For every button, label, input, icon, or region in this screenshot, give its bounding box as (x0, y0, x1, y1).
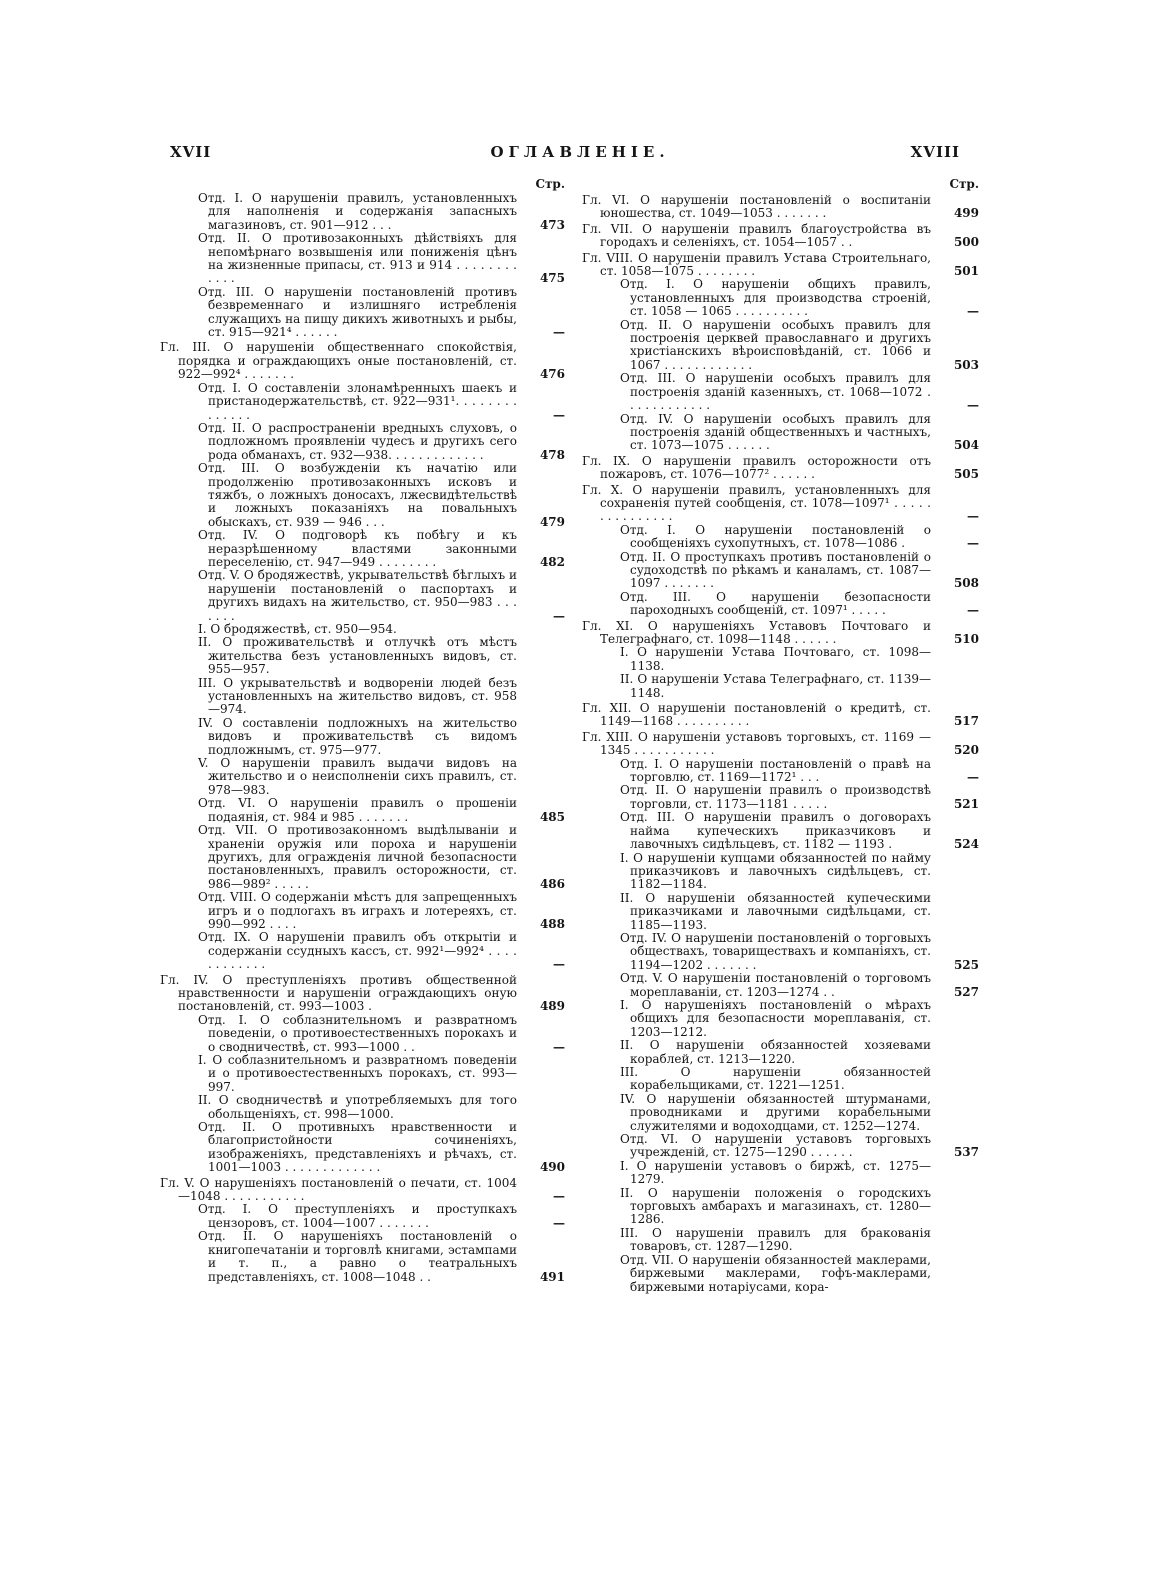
toc-entry (582, 1039, 979, 1066)
toc-entry-text: I. О нарушеніи уставовъ о биржѣ, ст. 1275—1279. (620, 1158, 931, 1187)
toc-entry-page: 473 (539, 217, 565, 232)
toc-entry (582, 673, 979, 700)
toc-entry-page: 491 (539, 1269, 565, 1284)
toc-entry-page: 505 (953, 467, 979, 482)
toc-entry-text: Гл. XIII. О нарушеніи уставовъ торговыхъ, ст. 1169 — 1345 . . . . . . . . . . . (582, 729, 931, 758)
toc-entry-text: II. О нарушеніи обязанностей купеческими приказчиками и лавочными сидѣльцами, ст. 1185—1193. (620, 890, 931, 932)
toc-entry (582, 1227, 979, 1254)
page-title: ОГЛАВЛЕНІЕ. (490, 143, 670, 161)
toc-entry (582, 252, 979, 279)
toc-entry-text: II. О нарушеніи обязанностей хозяевами кораблей, ст. 1213—1220. (620, 1038, 931, 1066)
toc-entry-page: — (967, 304, 979, 319)
toc-entry-page: 485 (539, 809, 565, 824)
toc-entry-text: Отд. IV. О нарушеніи особыхъ правилъ для построенія зданій общественныхъ и частныхъ, ст. 1073—1075 . . . . . . (620, 411, 931, 453)
toc-entry-text: Гл. III. О нарушеніи общественнаго спокойствія, порядка и ограждающихъ оные постановленій, ст. 922—992⁴ . . . . . . . (160, 340, 517, 382)
toc-entry-text: IV. О составленіи подложныхъ на жительство видовъ и проживательствѣ съ видомъ подложнымъ, ст. 975—977. (198, 715, 517, 757)
toc-entry (160, 462, 565, 529)
toc-entry-text: II. О нарушеніи положенія о городскихъ торговыхъ амбарахъ и магазинахъ, ст. 1280—1286. (620, 1185, 931, 1227)
toc-entry (582, 1187, 979, 1227)
toc-entry-page: 486 (539, 876, 565, 891)
toc-entry (582, 319, 979, 373)
toc-entry-page: 490 (539, 1160, 565, 1175)
toc-entry-text: Отд. I. О соблазнительномъ и развратномъ поведеніи, о противоестественныхъ порокахъ и о сводничествѣ, ст. 993—1000 . . (198, 1012, 517, 1054)
toc-entry (160, 1203, 565, 1230)
toc-entry (582, 646, 979, 673)
toc-entry-page: 520 (953, 743, 979, 758)
toc-entry-page: 510 (953, 632, 979, 646)
toc-entry (582, 1160, 979, 1187)
toc-entry-page: 524 (953, 837, 979, 852)
toc-entry-page: 499 (953, 206, 979, 221)
toc-entry (160, 1094, 565, 1121)
toc-entry-text: Отд. VII. О противозаконномъ выдѣлываніи и храненіи оружія или пороха и нарушеніи другихъ, для огражденія личной безопасности постановленныхъ, правилъ осторожности, ст. 986—989² . . . . . (198, 823, 517, 891)
toc-entry-text: Отд. III. О возбужденіи къ начатію или продолженію противозаконныхъ исковъ и тяжбъ, о ложныхъ доносахъ, лжесвидѣтельствѣ и ложныхъ показаніяхъ на повальныхъ обыскахъ, ст. 939 — 946 . . . (198, 461, 517, 529)
toc-entry-text: Отд. II. О нарушеніи особыхъ правилъ для построенія церквей православнаго и другихъ христіанскихъ вѣроисповѣданій, ст. 1066 и 1067 . . . . . . . . . . . . (620, 317, 931, 372)
toc-entry-page: — (553, 407, 565, 422)
toc-entry-page: — (967, 509, 979, 524)
toc-entry (160, 1177, 565, 1204)
toc-entry (582, 852, 979, 892)
toc-entry (582, 194, 979, 221)
toc-entry-text: Отд. II. О проступкахъ противъ постановленій о судоходствѣ по рѣкамъ и каналамъ, ст. 1087—1097 . . . . . . . (620, 549, 931, 591)
left-column (160, 176, 565, 1284)
toc-entry (160, 931, 565, 971)
toc-entry (160, 717, 565, 757)
toc-entry-page: 503 (953, 357, 979, 372)
toc-entry (160, 1230, 565, 1284)
toc-entry-page: — (553, 1215, 565, 1230)
toc-entry-text: Гл. IX. О нарушеніи правилъ осторожности отъ пожаровъ, ст. 1076—1077² . . . . . . (582, 453, 931, 482)
toc-entry (582, 620, 979, 647)
toc-entry-text: Отд. III. О нарушеніи безопасности пароходныхъ сообщеній, ст. 1097¹ . . . . . (620, 589, 931, 618)
toc-entry-text: I. О нарушеніи купцами обязанностей по найму приказчиковъ и лавочныхъ сидѣльцевъ, ст. 1182—1184. (620, 850, 931, 892)
toc-entry-page: 475 (539, 271, 565, 286)
toc-entry (160, 891, 565, 931)
page-column-header: Стр. (949, 177, 979, 191)
toc-entry-text: Отд. I. О нарушеніи постановленій о сообщеніяхъ сухопутныхъ, ст. 1078—1086 . (620, 522, 931, 551)
toc-entry (160, 232, 565, 286)
toc-entry (160, 341, 565, 381)
toc-entry-page: 500 (953, 235, 979, 250)
toc-entry-text: Отд. II. О нарушеніяхъ постановленій о книгопечатаніи и торговлѣ книгами, эстампами и т. п., а равно о театральныхъ представленіяхъ, ст. 1008—1048 . . (198, 1229, 517, 1284)
toc-entry (582, 1133, 979, 1160)
toc-entry-text: Гл. VIII. О нарушеніи правилъ Устава Строительнаго, ст. 1058—1075 . . . . . . . . (582, 250, 931, 279)
toc-entries (160, 192, 565, 1284)
page-number-left: XVII (170, 143, 212, 161)
toc-entry-text: Отд. III. О нарушеніи постановленій противъ безвременнаго и излишняго истребленія служащихъ на пищу дикихъ животныхъ и рыбы, ст. 915—921⁴ . . . . . . (198, 284, 517, 340)
toc-entry (160, 797, 565, 824)
toc-entry (582, 223, 979, 250)
toc-entry-text: II. О нарушеніи Устава Телеграфнаго, ст. 1139—1148. (620, 672, 931, 700)
toc-entry-text: Гл. IV. О преступленіяхъ противъ общественной нравственности и нарушеніи ограждающихъ оную постановленій, ст. 993—1003 . (160, 972, 517, 1014)
toc-entry-page: 476 (539, 367, 565, 382)
toc-entry-page: — (553, 608, 565, 623)
toc-entry (582, 932, 979, 972)
toc-entry-text: Отд. II. О противозаконныхъ дѣйствіяхъ для непомѣрнаго возвышенія или пониженія цѣнъ на жизненные припасы, ст. 913 и 914 . . . . . . . . . . . . (198, 231, 517, 286)
toc-entry-text: Отд. VII. О нарушеніи обязанностей маклерами, биржевыми маклерами, гофъ-маклерами, биржевыми нотаріусами, кора- (620, 1252, 931, 1294)
toc-entry-text: II. О сводничествѣ и употребляемыхъ для того обольщеніяхъ, ст. 998—1000. (198, 1093, 517, 1121)
toc-entry (582, 551, 979, 591)
toc-entry-page: 521 (953, 796, 979, 811)
toc-entry-text: Отд. VI. О нарушеніи правилъ о прошеніи подаянія, ст. 984 и 985 . . . . . . . (198, 796, 517, 824)
toc-entry (160, 677, 565, 717)
toc-entry-text: Отд. II. О противныхъ нравственности и благопристойности сочиненіяхъ, изображеніяхъ, представленіяхъ и рѣчахъ, ст. 1001—1003 . . . . . . . . . . . . . (198, 1120, 517, 1175)
toc-entry-text: Отд. IV. О подговорѣ къ побѣгу и къ неразрѣшенному властями законными переселенію, ст. 947—949 . . . . . . . . (198, 528, 517, 569)
toc-entry (160, 636, 565, 676)
toc-entry (582, 1093, 979, 1133)
toc-entry-text: Отд. VIII. О содержаніи мѣстъ для запрещенныхъ игръ и о подлогахъ въ играхъ и лотереяхъ, ст. 990—992 . . . . (198, 890, 517, 931)
toc-entry-page: 482 (539, 554, 565, 569)
toc-entry (160, 1121, 565, 1175)
toc-entry (160, 1054, 565, 1094)
toc-entry-text: I. О соблазнительномъ и развратномъ поведеніи и о противоестественныхъ порокахъ, ст. 993—997. (198, 1053, 517, 1094)
toc-entry-text: III. О нарушеніи обязанностей корабельщиками, ст. 1221—1251. (620, 1065, 931, 1093)
toc-entry-page: 525 (953, 957, 979, 972)
toc-entry-text: III. О укрывательствѣ и водвореніи людей безъ установленныхъ на жительство видовъ, ст. 958—974. (198, 675, 517, 717)
toc-entry (160, 824, 565, 891)
toc-entry-text: I. О нарушеніи Устава Почтоваго, ст. 1098—1138. (620, 645, 931, 673)
toc-entry (160, 569, 565, 623)
toc-entry (582, 702, 979, 729)
toc-entry-page: — (967, 536, 979, 551)
toc-entry-page: — (967, 398, 979, 413)
toc-entry-page: — (967, 770, 979, 785)
toc-entry (160, 1014, 565, 1054)
toc-entry-text: Отд. IV. О нарушеніи постановленій о торговыхъ обществахъ, товариществахъ и компаніяхъ, ст. 1194—1202 . . . . . . . (620, 930, 931, 972)
toc-entry-text: Отд. V. О нарушеніи постановленій о торговомъ мореплаваніи, ст. 1203—1274 . . (620, 971, 931, 999)
toc-entry (582, 484, 979, 524)
toc-entry-text: Отд. I. О нарушеніи правилъ, установленныхъ для наполненія и содержанія запасныхъ магазиновъ, ст. 901—912 . . . (198, 191, 517, 232)
toc-entry (160, 623, 565, 636)
toc-entry (582, 811, 979, 851)
toc-entry-text: V. О нарушеніи правилъ выдачи видовъ на жительство и о неисполненіи сихъ правилъ, ст. 978—983. (198, 756, 517, 797)
toc-entry-page: — (967, 603, 979, 618)
toc-entry-page: 488 (539, 916, 565, 931)
toc-entry (160, 974, 565, 1014)
toc-entry-page: 478 (539, 447, 565, 462)
toc-entry-page: — (553, 1189, 565, 1204)
toc-entry-page: 489 (539, 999, 565, 1014)
toc-entry (582, 972, 979, 999)
toc-entry-text: Отд. VI. О нарушеніи уставовъ торговыхъ учрежденій, ст. 1275—1290 . . . . . . (620, 1132, 931, 1160)
toc-entry-page: 537 (953, 1145, 979, 1160)
toc-entry (160, 382, 565, 422)
toc-entry-text: Отд. I. О нарушеніи общихъ правилъ, установленныхъ для производства строеній, ст. 1058 — 1065 . . . . . . . . . . (620, 277, 931, 319)
toc-entry (582, 455, 979, 482)
toc-entry (582, 524, 979, 551)
toc-entry-text: Отд. I. О преступленіяхъ и проступкахъ цензоровъ, ст. 1004—1007 . . . . . . . (198, 1202, 517, 1230)
toc-entry-text: Гл. XII. О нарушеніи постановленій о кредитѣ, ст. 1149—1168 . . . . . . . . . . (582, 701, 931, 729)
toc-entry (582, 278, 979, 318)
toc-entry (582, 413, 979, 453)
toc-entry (160, 286, 565, 340)
toc-entry-text: Отд. II. О распространеніи вредныхъ слуховъ, о подложномъ проявленіи чудесъ и другихъ сего рода обманахъ, ст. 932—938. . . . . . . . . . . . . (198, 420, 517, 462)
toc-entry-text: Отд. III. О нарушеніи особыхъ правилъ для построенія зданій казенныхъ, ст. 1068—1072 . . . . . . . . . . . . (620, 371, 931, 413)
toc-entry-page: 508 (953, 576, 979, 591)
right-column (582, 176, 979, 1294)
toc-entry-text: IV. О нарушеніи обязанностей штурманами, проводниками и другими корабельными служителями и водоходцами, ст. 1252—1274. (620, 1091, 931, 1133)
toc-entry-page: 501 (953, 264, 979, 279)
toc-entry-page: — (553, 325, 565, 340)
toc-entry (160, 529, 565, 569)
toc-entry (160, 192, 565, 232)
toc-entry (160, 422, 565, 462)
toc-entry-text: Гл. VI. О нарушеніи постановленій о воспитаніи юношества, ст. 1049—1053 . . . . . . . (582, 193, 931, 221)
toc-entry (160, 757, 565, 797)
toc-entry (582, 372, 979, 412)
toc-entry-text: II. О проживательствѣ и отлучкѣ отъ мѣстъ жительства безъ установленныхъ видовъ, ст. 955—957. (198, 635, 517, 677)
toc-entry-text: Гл. V. О нарушеніяхъ постановленій о печати, ст. 1004—1048 . . . . . . . . . . . (160, 1175, 517, 1204)
toc-entry-page: 479 (539, 514, 565, 529)
toc-entry-text: Отд. IX. О нарушеніи правилъ объ открытіи и содержаніи ссудныхъ кассъ, ст. 992¹—992⁴ . . . . . . . . . . . . (198, 930, 517, 972)
toc-entry-text: Гл. XI. О нарушеніяхъ Уставовъ Почтоваго и Телеграфнаго, ст. 1098—1148 . . . . . . (582, 618, 931, 646)
toc-entry-text: III. О нарушеніи правилъ для бракованія товаровъ, ст. 1287—1290. (620, 1225, 931, 1254)
toc-entry (582, 892, 979, 932)
toc-entry-text: I. О бродяжествѣ, ст. 950—954. (198, 622, 397, 636)
page-number-right: XVIII (910, 143, 960, 161)
toc-entry (582, 1066, 979, 1093)
toc-entry (582, 591, 979, 618)
toc-entry-text: Отд. III. О нарушеніи правилъ о договорахъ найма купеческихъ приказчиковъ и лавочныхъ сидѣльцевъ, ст. 1182 — 1193 . (620, 810, 931, 852)
toc-entry-page: 517 (953, 714, 979, 729)
toc-entry-text: Отд. I. О нарушеніи постановленій о правѣ на торговлю, ст. 1169—1172¹ . . . (620, 756, 931, 785)
toc-entry-page: — (553, 957, 565, 972)
toc-entry-text: Гл. X. О нарушеніи правилъ, установленныхъ для сохраненія путей сообщенія, ст. 1078—1097¹ . . . . . . . . . . . . . . . (582, 482, 931, 524)
toc-entry-page: 504 (953, 438, 979, 453)
toc-entry-page: 527 (953, 984, 979, 999)
toc-entry (582, 999, 979, 1039)
page-column-header: Стр. (535, 177, 565, 191)
toc-entries (582, 194, 979, 1294)
toc-entry (582, 758, 979, 785)
toc-entry-text: Отд. I. О составленіи злонамѣренныхъ шаекъ и пристанодержательствѣ, ст. 922—931¹. . . . . . . . . . . . . . (198, 380, 517, 422)
toc-entry (582, 784, 979, 811)
toc-entry-text: Отд. V. О бродяжествѣ, укрывательствѣ бѣглыхъ и нарушеніи постановленій о паспортахъ и другихъ видахъ на жительство, ст. 950—983 . . . . . . . (198, 568, 517, 623)
toc-entry-text: I. О нарушеніяхъ постановленій о мѣрахъ общихъ для безопасности мореплаванія, ст. 1203—1212. (620, 997, 931, 1039)
toc-entry-text: Гл. VII. О нарушеніи правилъ благоустройства въ городахъ и селеніяхъ, ст. 1054—1057 . . (582, 221, 931, 250)
toc-entry-page: — (553, 1039, 565, 1054)
toc-entry-text: Отд. II. О нарушеніи правилъ о производствѣ торговли, ст. 1173—1181 . . . . . (620, 783, 931, 811)
toc-entry (582, 1254, 979, 1294)
toc-entry (582, 731, 979, 758)
